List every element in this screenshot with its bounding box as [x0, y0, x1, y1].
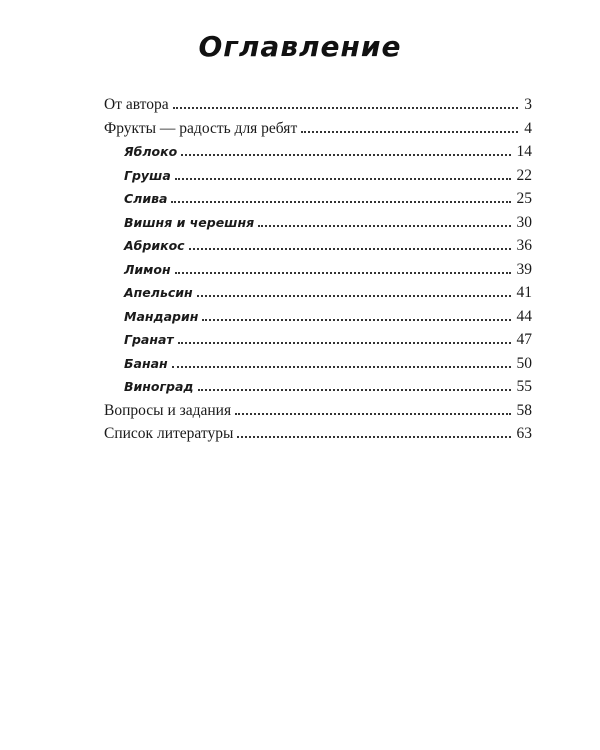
toc-entry-label: Слива: [124, 191, 168, 206]
toc-entry-label: Груша: [124, 167, 171, 183]
toc-entry-fruits[interactable]: [104, 120, 532, 144]
page-title: Оглавление: [198, 30, 402, 63]
dot-leader: [173, 107, 519, 109]
dot-leader: [237, 436, 510, 438]
toc-entry-page: 58: [516, 401, 532, 419]
toc-entry-label: Вишня и черешня: [124, 214, 255, 230]
toc-entry-page: 41: [516, 284, 532, 301]
toc-entry-lemon[interactable]: [104, 261, 532, 285]
dot-leader: [258, 225, 510, 227]
toc-entry-apricot[interactable]: [104, 237, 532, 261]
toc-entry-plum[interactable]: [104, 190, 532, 214]
dot-leader: [301, 131, 518, 133]
dot-leader: [189, 248, 511, 250]
toc-entry-label: Абрикос: [124, 238, 185, 253]
toc-entry-cherry[interactable]: [104, 214, 532, 238]
toc-entry-page: 44: [516, 307, 532, 325]
toc-entry-label: Яблоко: [124, 144, 178, 159]
toc-entry-page: 30: [516, 213, 532, 231]
toc-entry-label: Список литературы: [104, 425, 234, 442]
toc-entry-page: 22: [516, 166, 532, 184]
toc-entry-mandarin[interactable]: [104, 308, 532, 332]
toc-entry-label: Мандарин: [124, 308, 199, 324]
toc-entry-page: 25: [516, 190, 532, 207]
dot-leader: [197, 295, 511, 297]
toc-entry-label: Гранат: [124, 332, 174, 347]
toc-entry-page: 50: [516, 354, 532, 372]
toc-entry-page: 63: [516, 425, 532, 442]
dot-leader: [181, 154, 510, 156]
table-of-contents: [104, 96, 532, 449]
toc-entry-label: Вопросы и задания: [104, 401, 232, 419]
dot-leader: [172, 366, 511, 368]
dot-leader: [202, 319, 510, 321]
toc-entry-page: 4: [524, 119, 532, 137]
toc-entry-pomegranate[interactable]: [104, 331, 532, 355]
dot-leader: [198, 389, 511, 391]
dot-leader: [171, 201, 510, 203]
toc-entry-page: 36: [516, 237, 532, 254]
toc-entry-label: Лимон: [124, 261, 171, 277]
toc-entry-questions[interactable]: [104, 402, 532, 426]
dot-leader: [178, 342, 511, 344]
dot-leader: [175, 272, 511, 274]
toc-entry-pear[interactable]: [104, 167, 532, 191]
toc-entry-label: Апельсин: [124, 285, 193, 300]
toc-entry-page: 14: [516, 143, 532, 160]
dot-leader: [175, 178, 511, 180]
toc-entry-label: Виноград: [124, 379, 194, 394]
toc-entry-page: 39: [516, 260, 532, 278]
toc-entry-page: 3: [524, 96, 532, 113]
toc-entry-label: Банан: [124, 355, 168, 371]
toc-entry-apple[interactable]: [104, 143, 532, 167]
toc-entry-orange[interactable]: [104, 284, 532, 308]
toc-entry-page: 47: [516, 331, 532, 348]
toc-entry-references[interactable]: [104, 425, 532, 449]
toc-entry-from-author[interactable]: [104, 96, 532, 120]
toc-entry-label: Фрукты — радость для ребят: [104, 119, 298, 137]
toc-entry-label: От автора: [104, 96, 169, 113]
toc-entry-banana[interactable]: [104, 355, 532, 379]
toc-entry-grape[interactable]: [104, 378, 532, 402]
toc-entry-page: 55: [516, 378, 532, 395]
dot-leader: [235, 413, 510, 415]
